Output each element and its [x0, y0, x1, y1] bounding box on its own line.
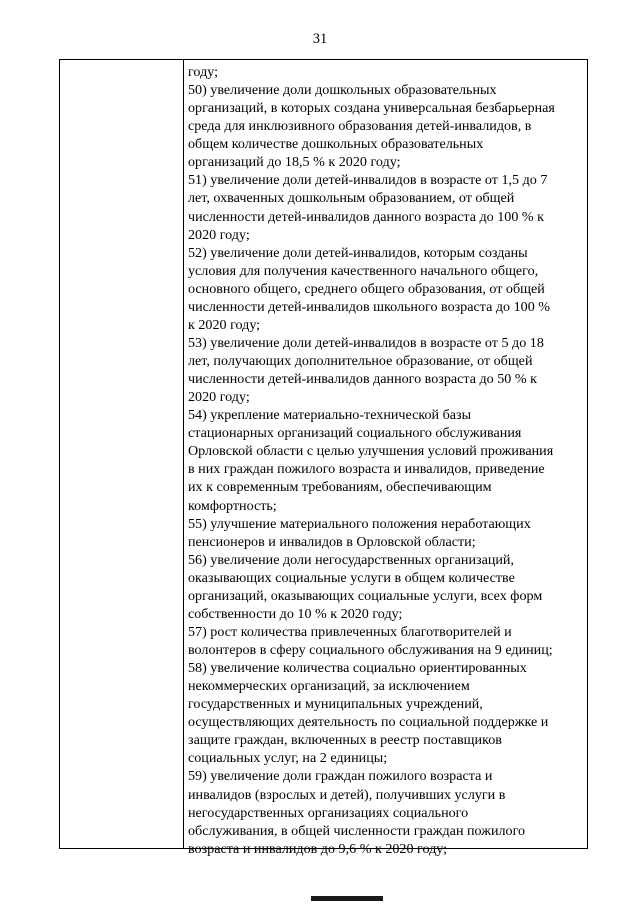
text-line: к 2020 году;	[188, 316, 261, 333]
text-line: 2020 году;	[188, 389, 250, 406]
text-line: 55) улучшение материального положения неработающих	[188, 515, 531, 532]
text-line: организаций, оказывающих социальные услуги, всех форм	[188, 587, 543, 604]
text-line: 59) увеличение доли граждан пожилого возраста и	[188, 768, 493, 785]
text-line: волонтеров в сферу социального обслуживания на 9 единиц;	[188, 642, 553, 658]
text-line: государственных и муниципальных учреждений,	[188, 696, 483, 713]
text-line: среда для инклюзивного образования детей-инвалидов, в	[188, 118, 532, 135]
scan-artifact-mark	[311, 896, 383, 901]
text-line: численности детей-инвалидов данного возраста до 50 % к	[188, 371, 537, 388]
text-line: численности детей-инвалидов школьного возраста до 100 %	[188, 298, 550, 315]
text-line: их к современным требованиям, обеспечивающим	[188, 479, 492, 496]
text-line: 53) увеличение доли детей-инвалидов в возрасте от 5 до 18	[188, 334, 544, 351]
text-line: негосударственных организациях социального	[188, 804, 469, 821]
text-line: осуществляющих деятельность по социальной поддержке и	[188, 714, 549, 731]
text-line: некоммерческих организаций, за исключением	[188, 678, 470, 695]
text-line: условия для получения качественного начального общего,	[188, 262, 539, 279]
text-line: оказывающих социальные услуги в общем количестве	[188, 569, 515, 586]
text-line: инвалидов (взрослых и детей), получивших услуги в	[188, 786, 506, 803]
text-line: лет, получающих дополнительное образование, от общей	[188, 353, 533, 369]
text-line: защите граждан, включенных в реестр поставщиков	[188, 732, 502, 749]
text-line: организаций, в которых создана универсальная безбарьерная	[188, 100, 555, 117]
text-line: 54) укрепление материально-технической базы	[188, 407, 472, 424]
text-line: основного общего, среднего общего образования, от общей	[188, 280, 545, 297]
page-number: 31	[312, 31, 328, 47]
table-column-divider	[183, 60, 184, 848]
text-line: численности детей-инвалидов данного возраста до 100 % к	[188, 208, 545, 225]
text-line: 51) увеличение доли детей-инвалидов в возрасте от 1,5 до 7	[188, 172, 548, 189]
text-line: 58) увеличение количества социально ориентированных	[188, 660, 527, 677]
text-line: в них граждан пожилого возраста и инвалидов, приведение	[188, 461, 545, 478]
text-line: общем количестве дошкольных образовательных	[188, 136, 484, 153]
text-line: комфортность;	[188, 497, 277, 514]
text-line: году;	[188, 64, 219, 80]
text-line: 56) увеличение доли негосударственных организаций,	[188, 551, 514, 568]
document-table	[59, 59, 588, 857]
text-line: собственности до 10 % к 2020 году;	[188, 605, 403, 622]
text-line: лет, охваченных дошкольным образованием, от общей	[188, 190, 515, 207]
text-line: 57) рост количества привлеченных благотворителей и	[188, 623, 512, 640]
text-line: обслуживания, в общей численности граждан пожилого	[188, 822, 526, 839]
text-line: социальных услуг, на 2 единицы;	[188, 750, 388, 767]
table-right-cell	[188, 63, 585, 858]
text-line: 52) увеличение доли детей-инвалидов, которым созданы	[188, 244, 528, 261]
text-line: организаций до 18,5 % к 2020 году;	[188, 154, 401, 171]
text-line: стационарных организаций социального обслуживания	[188, 425, 522, 442]
text-line: возраста и инвалидов до 9,6 % к 2020 году;	[188, 840, 448, 857]
text-line: пенсионеров и инвалидов в Орловской области;	[188, 533, 476, 550]
text-line: 50) увеличение доли дошкольных образовательных	[188, 82, 497, 99]
text-line: Орловской области с целью улучшения условий проживания	[188, 443, 554, 460]
text-line: 2020 году;	[188, 226, 250, 243]
